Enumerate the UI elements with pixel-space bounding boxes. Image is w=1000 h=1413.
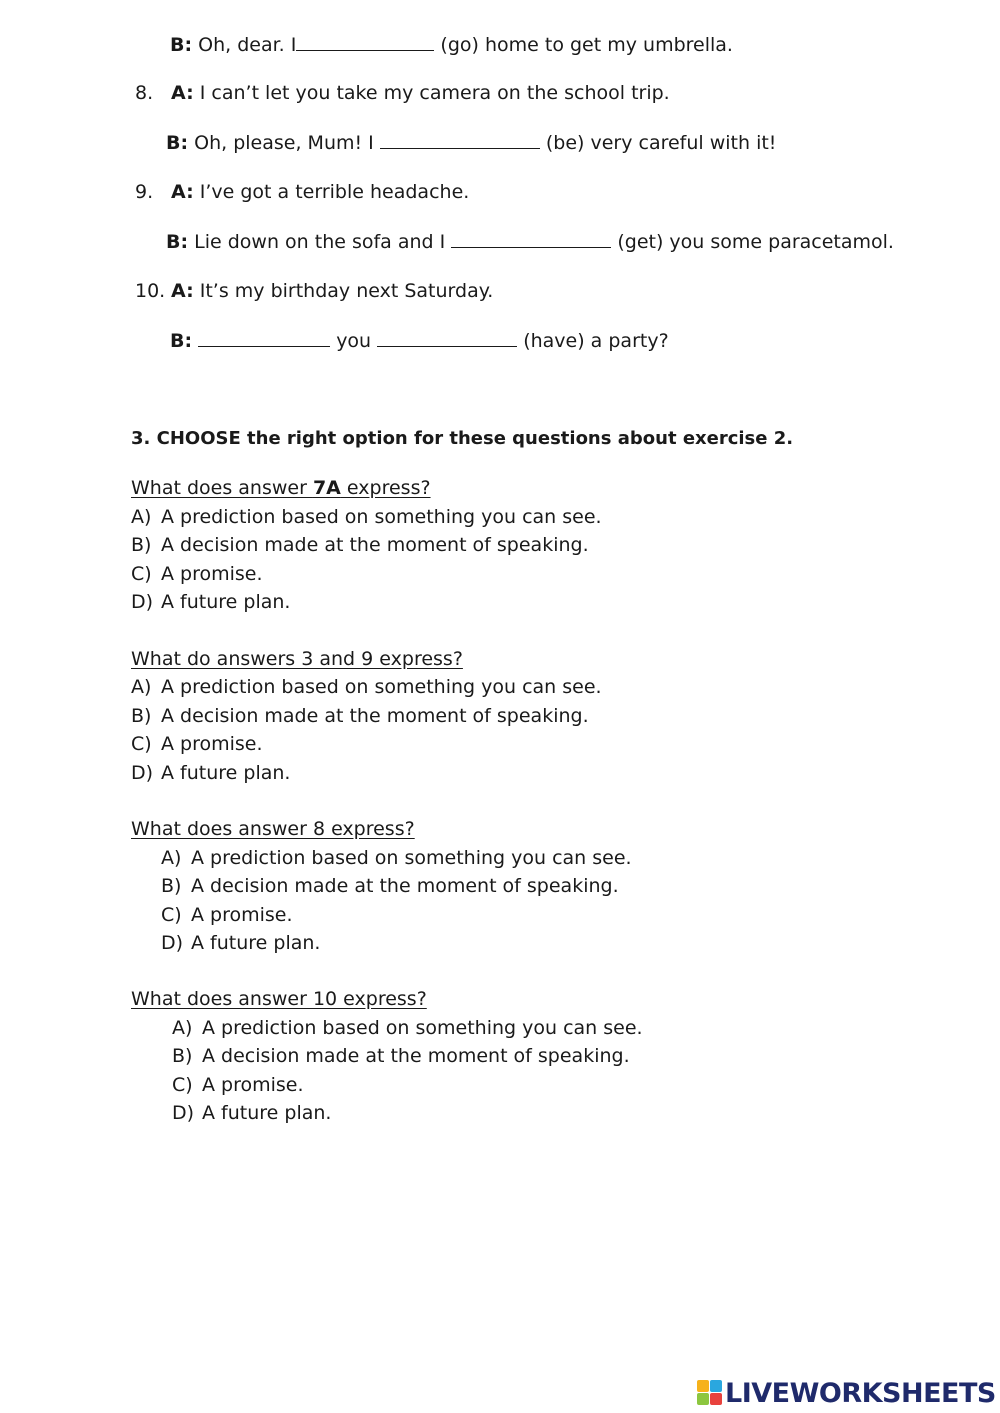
answer-blank-9[interactable]: [451, 229, 611, 248]
q1-option-b[interactable]: B) A decision made at the moment of speaking.: [131, 534, 589, 556]
q3-option-d[interactable]: D) A future plan.: [161, 932, 321, 954]
question-7a: What does answer 7A express?: [131, 477, 431, 499]
answer-blank-10a[interactable]: [198, 328, 330, 347]
question-3-and-9: What do answers 3 and 9 express?: [131, 648, 463, 670]
answer-blank-10b[interactable]: [377, 328, 517, 347]
liveworksheets-logo[interactable]: [697, 1378, 996, 1408]
q4-option-b[interactable]: B) A decision made at the moment of speaking.: [172, 1045, 630, 1067]
q3-option-b[interactable]: B) A decision made at the moment of speaking.: [161, 875, 619, 897]
q2-option-c[interactable]: C) A promise.: [131, 733, 263, 755]
q2-option-a[interactable]: A) A prediction based on something you can see.: [131, 676, 602, 698]
q3-option-a[interactable]: A) A prediction based on something you can see.: [161, 847, 632, 869]
q2-option-d[interactable]: D) A future plan.: [131, 762, 291, 784]
item-7-b: B: Oh, dear. I (go) home to get my umbrella.: [170, 34, 733, 56]
q4-option-c[interactable]: C) A promise.: [172, 1074, 304, 1096]
item-10-b: B: you (have) a party?: [170, 330, 669, 352]
item-8-a: 8. A: I can’t let you take my camera on the school trip.: [135, 82, 670, 104]
item-10-a: 10. A: It’s my birthday next Saturday.: [135, 280, 494, 302]
q3-option-c[interactable]: C) A promise.: [161, 904, 293, 926]
q1-option-d[interactable]: D) A future plan.: [131, 591, 291, 613]
speaker-b: B:: [170, 34, 193, 56]
q1-option-a[interactable]: A) A prediction based on something you can see.: [131, 506, 602, 528]
q2-option-b[interactable]: B) A decision made at the moment of speaking.: [131, 705, 589, 727]
q1-option-c[interactable]: C) A promise.: [131, 563, 263, 585]
item-9-b: B: Lie down on the sofa and I (get) you some paracetamol.: [166, 231, 894, 253]
item-8-b: B: Oh, please, Mum! I (be) very careful with it!: [166, 132, 777, 154]
answer-blank-8[interactable]: [380, 130, 540, 149]
q4-option-a[interactable]: A) A prediction based on something you can see.: [172, 1017, 643, 1039]
exercise-3-title: 3. CHOOSE the right option for these questions about exercise 2.: [131, 428, 794, 449]
question-10: What does answer 10 express?: [131, 988, 427, 1010]
item-9-a: 9. A: I’ve got a terrible headache.: [135, 181, 470, 203]
question-8: What does answer 8 express?: [131, 818, 415, 840]
q4-option-d[interactable]: D) A future plan.: [172, 1102, 332, 1124]
brand-name: LIVEWORKSHEETS: [725, 1377, 996, 1409]
answer-blank-7[interactable]: [296, 32, 434, 51]
liveworksheets-logo-icon: [697, 1380, 723, 1406]
